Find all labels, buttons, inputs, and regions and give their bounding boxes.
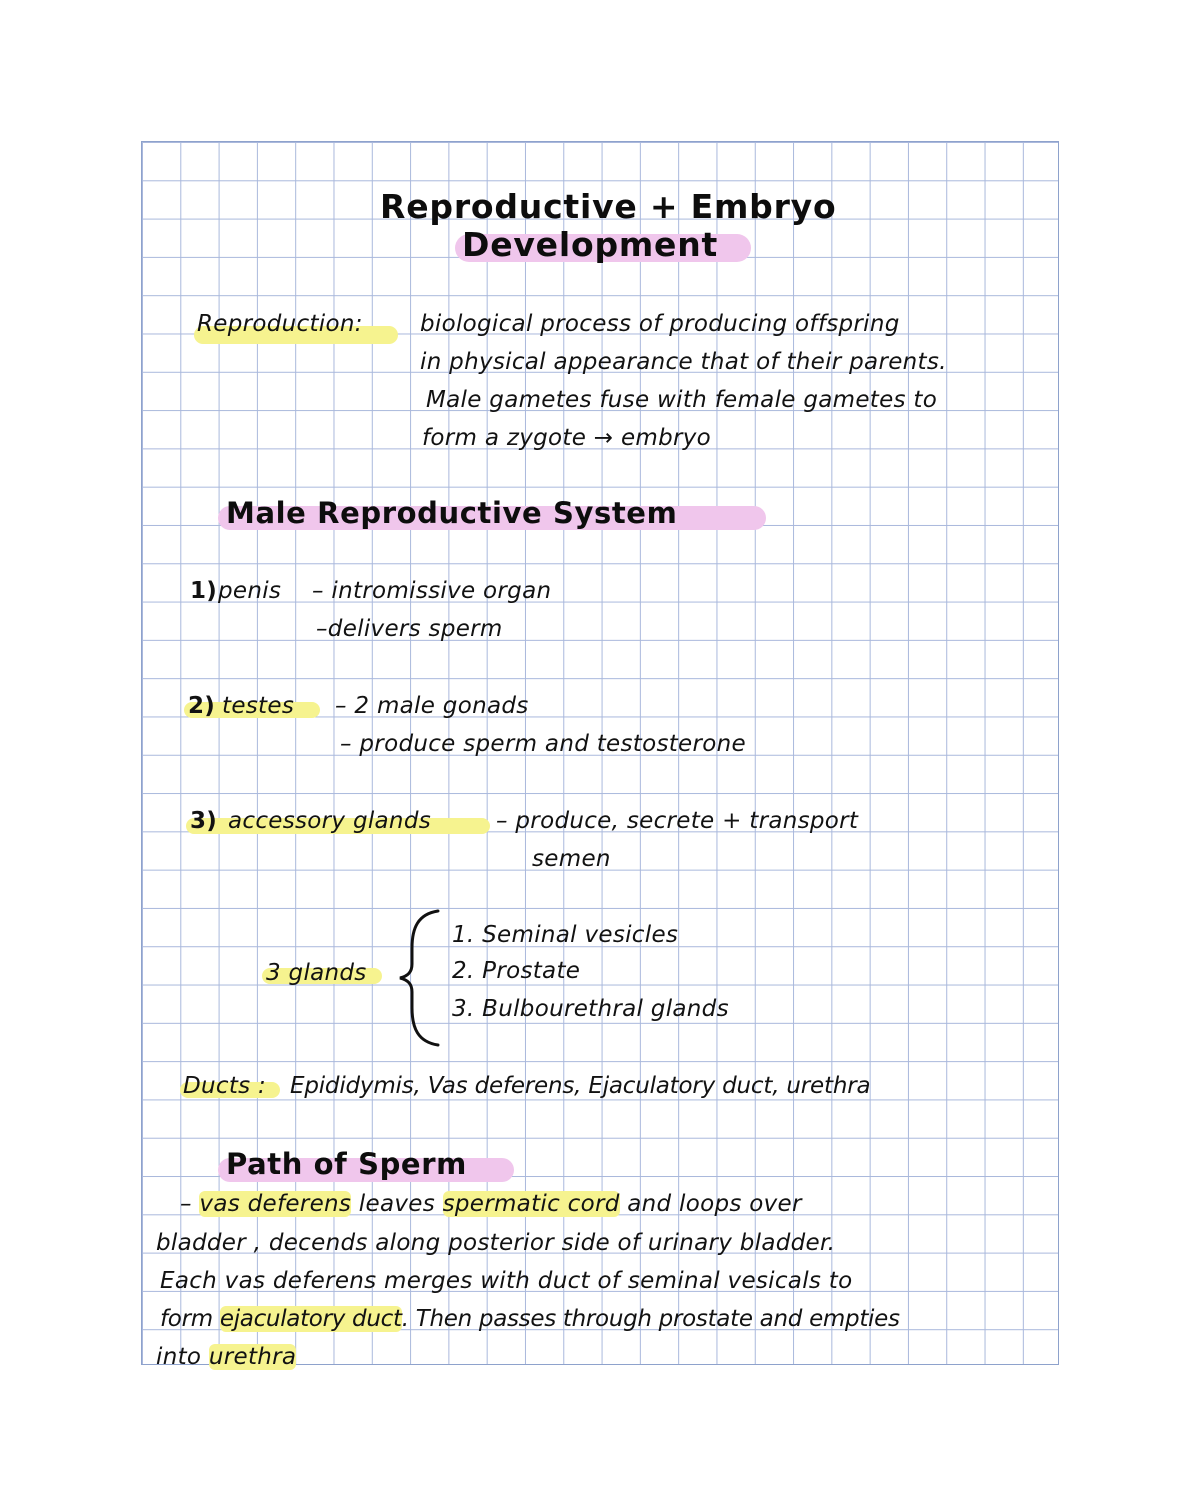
reproduction-line-1: biological process of producing offspring (420, 311, 900, 337)
reproduction-term: Reproduction: (197, 311, 363, 337)
path-line-2-text: bladder , decends along posterior side of urinary bladder. (156, 1230, 836, 1256)
path-line-5-text: into (156, 1344, 209, 1370)
item-1-number: 1) (190, 578, 218, 604)
item-2-line-1: – 2 male gonads (335, 693, 529, 719)
curly-brace-icon (396, 908, 442, 1048)
glands-label: 3 glands (266, 960, 367, 986)
item-3-number: 3) (190, 808, 218, 834)
path-of-sperm-heading: Path of Sperm (226, 1147, 467, 1181)
path-line-5 (156, 1346, 296, 1369)
gland-item-3: 3. Bulbourethral glands (452, 996, 729, 1022)
reproduction-line-2: in physical appearance that of their parents. (420, 349, 947, 375)
item-2-term: testes (222, 693, 295, 719)
male-system-heading: Male Reproductive System (226, 496, 678, 530)
gland-item-1: 1. Seminal vesicles (452, 922, 679, 948)
path-line-1-text-b: and loops over (619, 1191, 802, 1217)
reproduction-line-4: form a zygote → embryo (422, 425, 712, 451)
item-3-line-2: semen (532, 846, 611, 872)
ejaculatory-duct-highlight: ejaculatory duct (219, 1306, 402, 1332)
gland-item-2: 2. Prostate (452, 958, 581, 984)
path-line-1-dash: – (180, 1191, 200, 1217)
spermatic-cord-highlight: spermatic cord (442, 1191, 620, 1217)
path-line-2 (156, 1232, 835, 1255)
item-1-line-2: –delivers sperm (316, 616, 503, 642)
ducts-term: Ducts : (183, 1073, 267, 1099)
path-line-4 (160, 1308, 900, 1331)
path-line-1-text-a: leaves (351, 1191, 443, 1217)
item-3-term: accessory glands (228, 808, 431, 834)
item-1-term: penis (218, 578, 282, 604)
path-line-1 (180, 1193, 802, 1216)
path-line-3-text: Each vas deferens merges with duct of seminal vesicals to (160, 1268, 853, 1294)
path-line-4-text-a: form (160, 1306, 220, 1332)
title-line-1: Reproductive + Embryo (380, 187, 837, 226)
item-2-number: 2) (188, 693, 216, 719)
ducts-text: Epididymis, Vas deferens, Ejaculatory duct, urethra (290, 1073, 871, 1099)
title-line-2: Development (462, 225, 719, 264)
path-line-3 (160, 1270, 852, 1293)
path-line-4-text-b: . Then passes through prostate and empties (401, 1306, 900, 1332)
item-2-line-2: – produce sperm and testosterone (340, 731, 746, 757)
urethra-highlight: urethra (208, 1344, 297, 1370)
reproduction-line-3: Male gametes fuse with female gametes to (426, 387, 938, 413)
vas-deferens-highlight: vas deferens (199, 1191, 352, 1217)
item-1-line-1: – intromissive organ (312, 578, 552, 604)
item-3-line-1: – produce, secrete + transport (496, 808, 859, 834)
